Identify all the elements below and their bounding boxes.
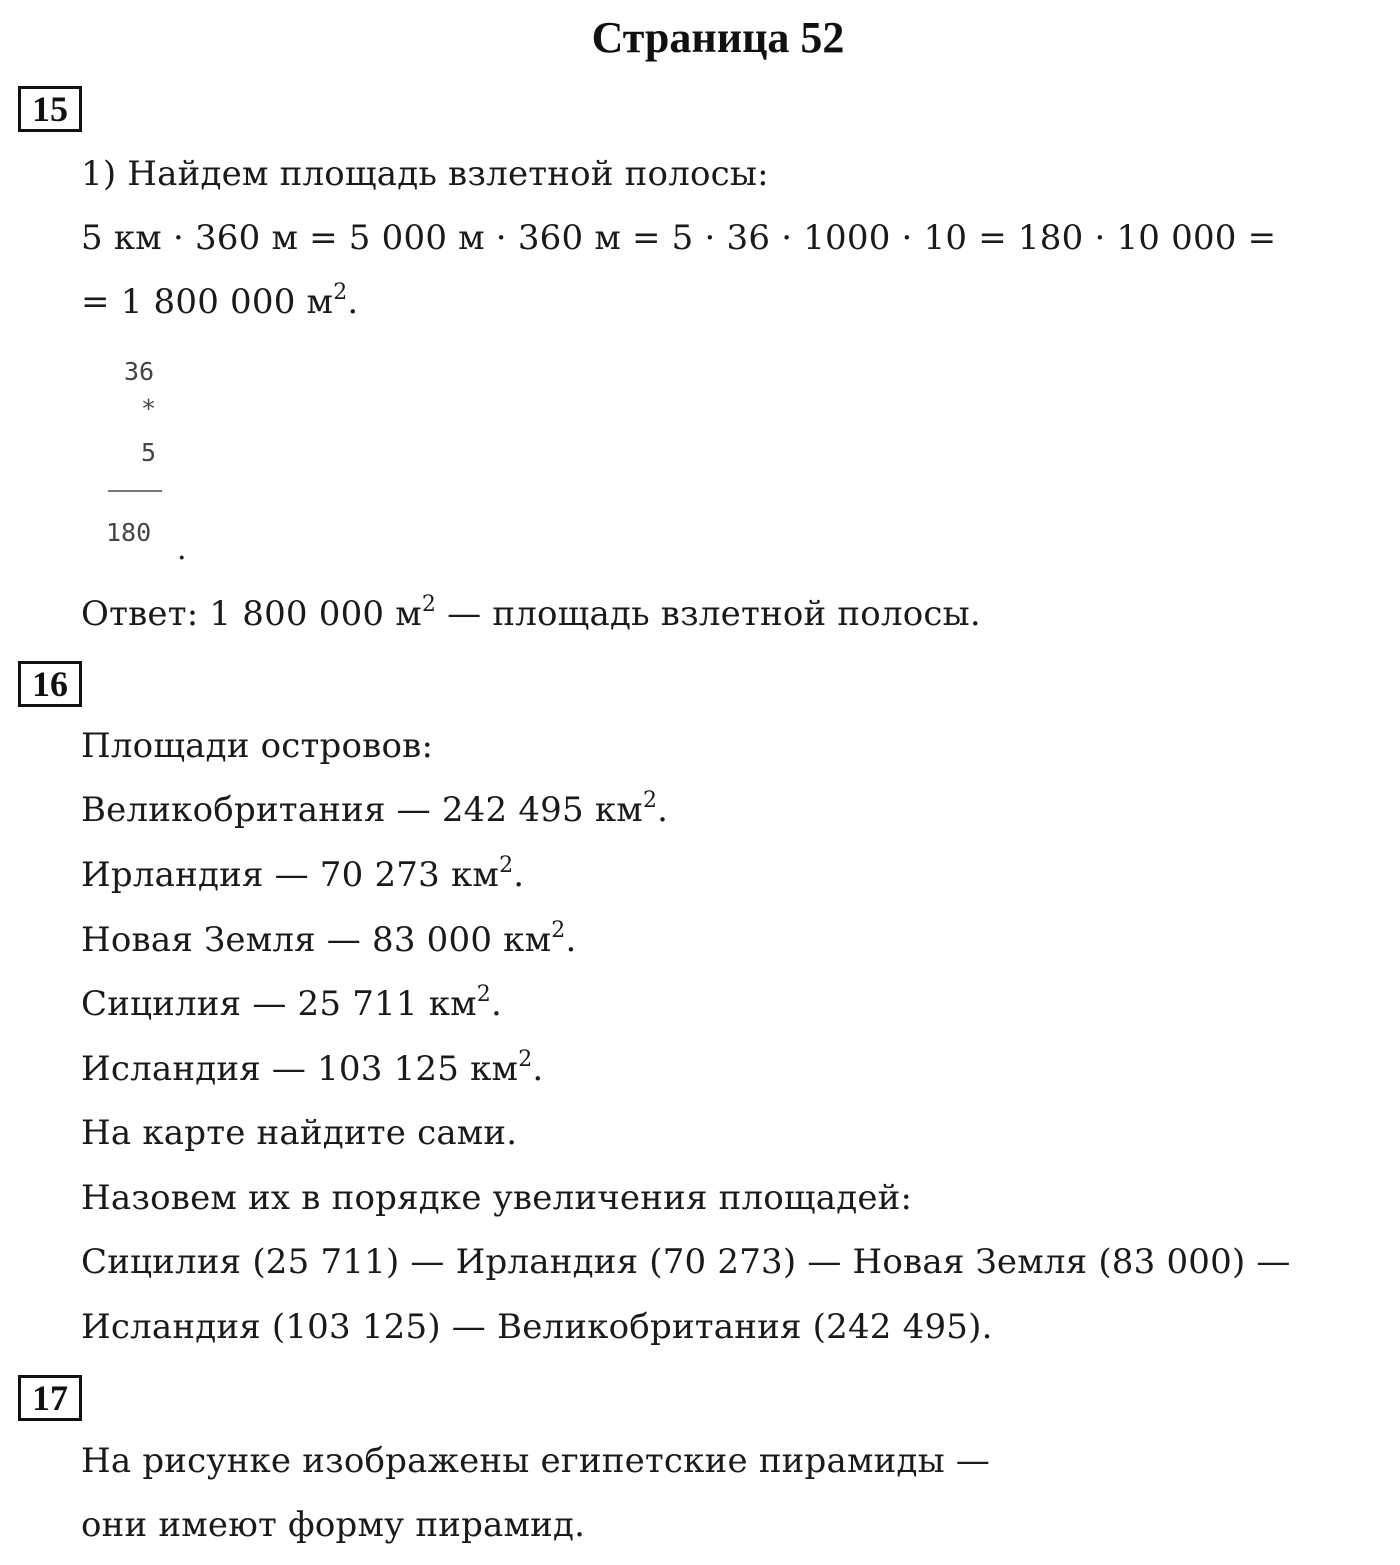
superscript-two: 2	[421, 592, 437, 617]
island-area-line	[81, 790, 668, 830]
island-area-end: .	[532, 1049, 544, 1089]
task15-answer-suffix: — площадь взлетной полосы.	[436, 594, 981, 634]
task15-expression-line2-end: .	[347, 282, 359, 322]
island-area-text: Новая Земля — 83 000 км	[81, 920, 552, 960]
superscript-two: 2	[551, 918, 566, 943]
task17-line1: На рисунке изображены египетские пирамиды —	[81, 1441, 991, 1481]
task16-map-note: На карте найдите сами.	[81, 1113, 518, 1153]
task15-answer-prefix: Ответ: 1 800 000 м	[81, 594, 422, 634]
island-area-line	[81, 984, 502, 1024]
task-number-16: 16	[18, 661, 82, 707]
column-calc-operator: *	[141, 394, 157, 423]
island-area-line	[81, 1049, 543, 1089]
task17-line2: они имеют форму пирамид.	[81, 1505, 586, 1545]
column-calc-multiplier: 5	[141, 438, 157, 467]
task16-order-line1: Сицилия (25 711) — Ирландия (70 273) — Новая Земля (83 000) —	[81, 1242, 1291, 1282]
task15-expression-line2-text: = 1 800 000 м	[81, 282, 334, 322]
superscript-two: 2	[642, 788, 658, 813]
superscript-two: 2	[333, 280, 348, 305]
island-area-text: Великобритания — 242 495 км	[81, 790, 643, 830]
column-calc-rule	[108, 490, 162, 492]
island-area-line	[81, 920, 577, 960]
task15-expression-line1: 5 км · 360 м = 5 000 м · 360 м = 5 · 36 · 1000 · 10 = 180 · 10 000 =	[81, 218, 1277, 258]
island-area-text: Исландия — 103 125 км	[81, 1049, 519, 1089]
island-area-end: .	[491, 984, 503, 1024]
task-number-17: 17	[18, 1375, 82, 1421]
superscript-two: 2	[499, 853, 514, 878]
island-area-end: .	[657, 790, 669, 830]
island-area-end: .	[513, 855, 525, 895]
task16-order-line2: Исландия (103 125) — Великобритания (242 495).	[81, 1307, 993, 1347]
column-calc-result: 180	[106, 518, 152, 547]
task16-intro: Площади островов:	[81, 726, 434, 766]
island-area-text: Ирландия — 70 273 км	[81, 855, 500, 895]
island-area-line	[81, 855, 524, 895]
task-number-15: 15	[18, 86, 82, 132]
task15-expression-line2	[81, 282, 358, 322]
column-calc-multiplicand: 36	[124, 357, 155, 386]
superscript-two: 2	[518, 1047, 533, 1072]
column-calc-trailing-dot: .	[177, 532, 187, 567]
island-area-text: Сицилия — 25 711 км	[81, 984, 477, 1024]
task16-order-intro: Назовем их в порядке увеличения площадей:	[81, 1178, 913, 1218]
superscript-two: 2	[476, 982, 491, 1007]
page-title: Страница 52	[591, 13, 845, 62]
task15-step1: 1) Найдем площадь взлетной полосы:	[81, 154, 769, 194]
island-area-end: .	[565, 920, 577, 960]
task15-answer	[81, 594, 981, 634]
